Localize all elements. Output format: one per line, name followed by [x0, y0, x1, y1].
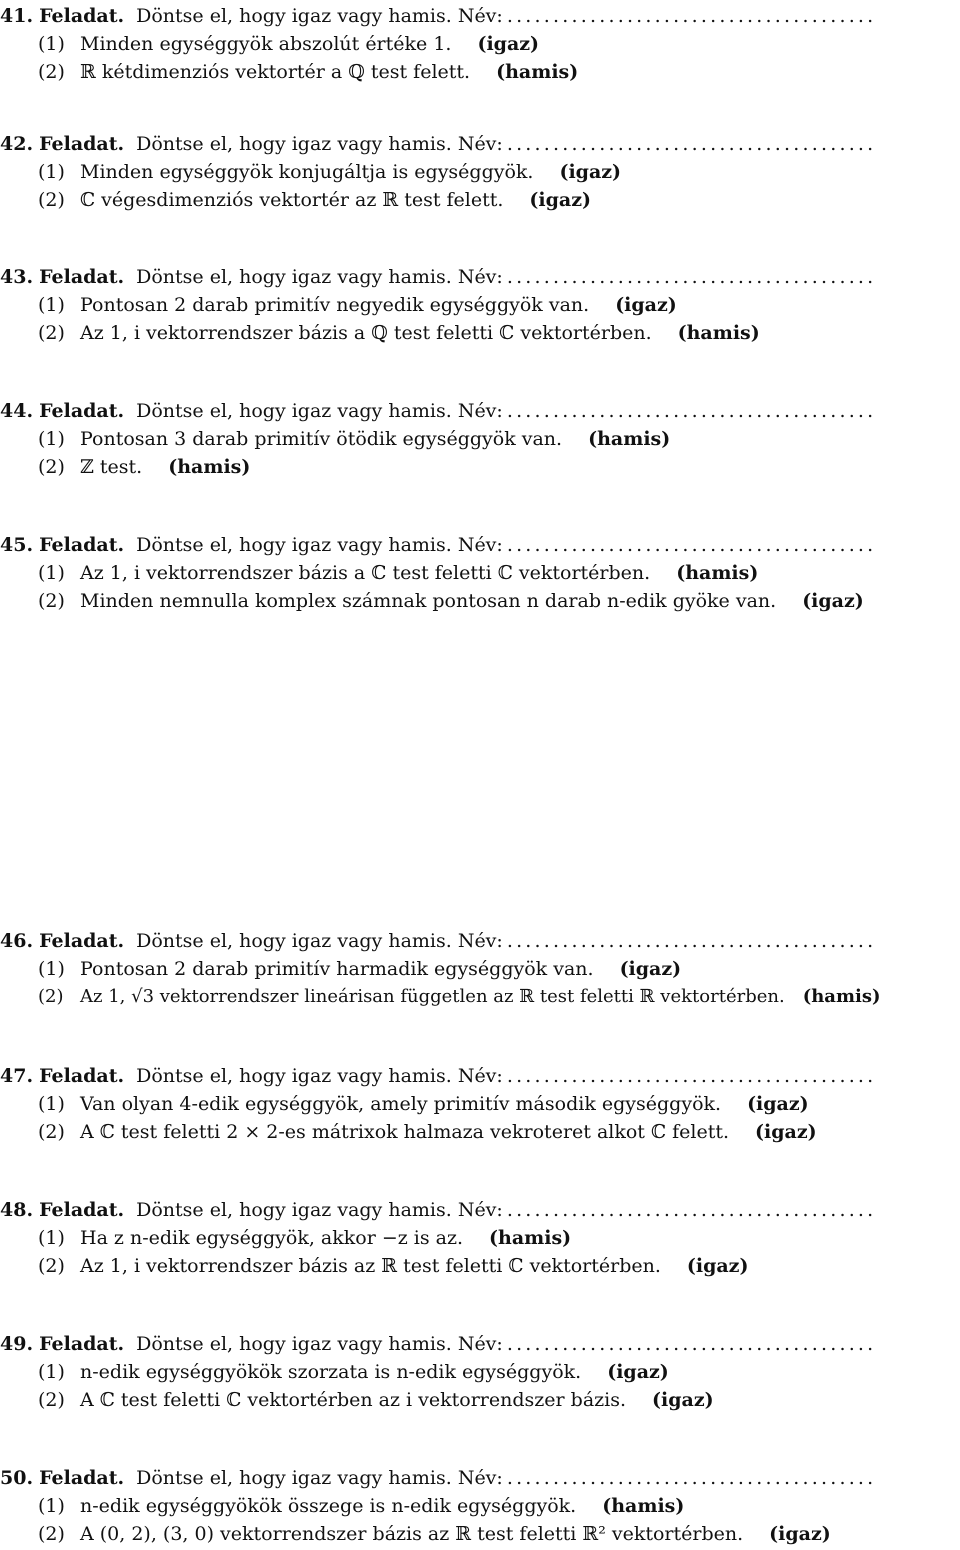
task-50 — [0, 1464, 958, 1548]
task-instruction: Döntse el, hogy igaz vagy hamis. Név: — [136, 930, 503, 952]
statement-index: (2) — [38, 1121, 65, 1143]
task-instruction: Döntse el, hogy igaz vagy hamis. Név: — [136, 133, 503, 155]
task-46 — [0, 927, 958, 1011]
task-instruction: Döntse el, hogy igaz vagy hamis. Név: — [136, 1199, 503, 1221]
statement-index: (1) — [38, 1361, 65, 1383]
task-heading — [0, 1464, 958, 1492]
statement-index: (1) — [38, 1495, 65, 1517]
name-blank[interactable]: ........................................ — [506, 1199, 877, 1221]
statement-text: Minden nemnulla komplex számnak pontosan n darab n-edik gyöke van. — [80, 590, 777, 612]
statement — [0, 186, 958, 214]
task-label: Feladat. — [39, 1199, 125, 1221]
task-heading — [0, 927, 958, 955]
statement-answer: (hamis) — [602, 1495, 685, 1517]
task-48 — [0, 1196, 958, 1280]
statement-text: Van olyan 4-edik egységgyök, amely primitív második egységgyök. — [80, 1093, 722, 1115]
task-instruction: Döntse el, hogy igaz vagy hamis. Név: — [136, 400, 503, 422]
task-instruction: Döntse el, hogy igaz vagy hamis. Név: — [136, 266, 503, 288]
task-label: Feladat. — [39, 400, 125, 422]
statement-answer: (hamis) — [677, 322, 760, 344]
statement-text: Az 1, i vektorrendszer bázis a ℂ test feletti ℂ vektortérben. — [80, 562, 651, 584]
statement — [0, 1252, 958, 1280]
task-heading — [0, 1062, 958, 1090]
statement-index: (1) — [38, 1227, 65, 1249]
task-44 — [0, 397, 958, 481]
task-number: 41. — [0, 5, 34, 27]
statement — [0, 1520, 958, 1548]
statement-index: (2) — [38, 1255, 65, 1277]
task-47 — [0, 1062, 958, 1146]
name-blank[interactable]: ........................................ — [506, 266, 877, 288]
statement-answer: (igaz) — [755, 1121, 817, 1143]
statement-text: ℤ test. — [80, 456, 143, 478]
statement-text: Minden egységgyök abszolút értéke 1. — [80, 33, 452, 55]
statement-text: Pontosan 2 darab primitív negyedik egységgyök van. — [80, 294, 590, 316]
statement-text: A ℂ test feletti ℂ vektortérben az i vektorrendszer bázis. — [80, 1389, 627, 1411]
statement-text: ℝ kétdimenziós vektortér a ℚ test felett. — [80, 61, 471, 83]
name-blank[interactable]: ........................................ — [506, 133, 877, 155]
statement — [0, 955, 958, 983]
name-blank[interactable]: ........................................ — [506, 1333, 877, 1355]
statement-text: Pontosan 2 darab primitív harmadik egységgyök van. — [80, 958, 594, 980]
statement — [0, 58, 958, 86]
statement-index: (1) — [38, 958, 65, 980]
task-heading — [0, 531, 958, 559]
task-number: 47. — [0, 1065, 34, 1087]
statement-text: Az 1, √3 vektorrendszer lineárisan független az ℝ test feletti ℝ vektortérben. — [80, 986, 785, 1007]
task-number: 48. — [0, 1199, 34, 1221]
task-label: Feladat. — [39, 133, 125, 155]
statement — [0, 559, 958, 587]
name-blank[interactable]: ........................................ — [506, 1467, 877, 1489]
statement — [0, 453, 958, 481]
statement-index: (1) — [38, 428, 65, 450]
statement-text: Pontosan 3 darab primitív ötödik egységgyök van. — [80, 428, 563, 450]
statement-text: Az 1, i vektorrendszer bázis a ℚ test feletti ℂ vektortérben. — [80, 322, 652, 344]
statement-answer: (hamis) — [676, 562, 759, 584]
task-number: 46. — [0, 930, 34, 952]
statement — [0, 1118, 958, 1146]
statement-text: Ha z n-edik egységgyök, akkor −z is az. — [80, 1227, 464, 1249]
name-blank[interactable]: ........................................ — [506, 5, 877, 27]
task-label: Feladat. — [39, 534, 125, 556]
name-blank[interactable]: ........................................ — [506, 534, 877, 556]
task-heading — [0, 263, 958, 291]
task-number: 45. — [0, 534, 34, 556]
statement-answer: (hamis) — [168, 456, 251, 478]
statement-index: (2) — [38, 1523, 65, 1545]
statement — [0, 30, 958, 58]
task-instruction: Döntse el, hogy igaz vagy hamis. Név: — [136, 1065, 503, 1087]
task-heading — [0, 1330, 958, 1358]
statement-text: Az 1, i vektorrendszer bázis az ℝ test feletti ℂ vektortérben. — [80, 1255, 661, 1277]
task-label: Feladat. — [39, 266, 125, 288]
statement — [0, 1224, 958, 1252]
task-heading — [0, 130, 958, 158]
task-label: Feladat. — [39, 1065, 125, 1087]
statement-answer: (hamis) — [496, 61, 579, 83]
statement-answer: (igaz) — [615, 294, 677, 316]
task-49 — [0, 1330, 958, 1414]
statement-text: ℂ végesdimenziós vektortér az ℝ test felett. — [80, 189, 504, 211]
statement-answer: (igaz) — [769, 1523, 831, 1545]
statement-answer: (igaz) — [619, 958, 682, 980]
statement-index: (1) — [38, 1093, 65, 1115]
statement-answer: (hamis) — [588, 428, 671, 450]
task-number: 50. — [0, 1467, 34, 1489]
statement-answer: (igaz) — [529, 189, 592, 211]
task-label: Feladat. — [39, 1333, 125, 1355]
task-label: Feladat. — [39, 1467, 125, 1489]
statement-answer: (hamis) — [802, 986, 881, 1007]
statement-index: (2) — [38, 986, 64, 1007]
task-instruction: Döntse el, hogy igaz vagy hamis. Név: — [136, 1467, 503, 1489]
statement — [0, 1386, 958, 1414]
task-instruction: Döntse el, hogy igaz vagy hamis. Név: — [136, 5, 503, 27]
statement-answer: (igaz) — [747, 1093, 809, 1115]
statement-answer: (igaz) — [559, 161, 622, 183]
task-label: Feladat. — [39, 930, 125, 952]
statement-text: n-edik egységgyökök összege is n-edik egységgyök. — [80, 1495, 577, 1517]
statement — [0, 291, 958, 319]
statement-index: (1) — [38, 161, 65, 183]
statement — [0, 1090, 958, 1118]
task-42 — [0, 130, 958, 214]
statement-text: Minden egységgyök konjugáltja is egységgyök. — [80, 161, 534, 183]
statement-text: A (0, 2), (3, 0) vektorrendszer bázis az ℝ test feletti ℝ² vektortérben. — [80, 1523, 744, 1545]
statement-answer: (igaz) — [652, 1389, 714, 1411]
task-41 — [0, 2, 958, 86]
statement-index: (1) — [38, 562, 65, 584]
statement-index: (2) — [38, 456, 65, 478]
task-heading — [0, 1196, 958, 1224]
task-heading — [0, 2, 958, 30]
statement-index: (2) — [38, 322, 65, 344]
name-blank[interactable]: ........................................ — [506, 1065, 877, 1087]
statement — [0, 319, 958, 347]
statement-index: (2) — [38, 189, 65, 211]
task-instruction: Döntse el, hogy igaz vagy hamis. Név: — [136, 534, 503, 556]
task-43 — [0, 263, 958, 347]
name-blank[interactable]: ........................................ — [506, 400, 877, 422]
task-number: 43. — [0, 266, 34, 288]
task-45 — [0, 531, 958, 615]
statement — [0, 158, 958, 186]
statement-index: (2) — [38, 1389, 65, 1411]
statement-answer: (igaz) — [802, 590, 864, 612]
statement — [0, 587, 958, 615]
statement — [0, 1492, 958, 1520]
statement — [0, 425, 958, 453]
statement-index: (1) — [38, 294, 65, 316]
task-heading — [0, 397, 958, 425]
statement — [0, 983, 958, 1011]
statement-index: (2) — [38, 61, 65, 83]
statement-answer: (igaz) — [477, 33, 540, 55]
statement-answer: (igaz) — [686, 1255, 749, 1277]
task-number: 49. — [0, 1333, 34, 1355]
statement-index: (1) — [38, 33, 65, 55]
task-instruction: Döntse el, hogy igaz vagy hamis. Név: — [136, 1333, 503, 1355]
statement — [0, 1358, 958, 1386]
statement-text: n-edik egységgyökök szorzata is n-edik egységgyök. — [80, 1361, 582, 1383]
statement-index: (2) — [38, 590, 65, 612]
task-number: 44. — [0, 400, 34, 422]
task-number: 42. — [0, 133, 34, 155]
statement-answer: (hamis) — [489, 1227, 572, 1249]
statement-answer: (igaz) — [607, 1361, 669, 1383]
task-label: Feladat. — [39, 5, 125, 27]
name-blank[interactable]: ........................................ — [506, 930, 877, 952]
statement-text: A ℂ test feletti 2 × 2-es mátrixok halmaza vekroteret alkot ℂ felett. — [80, 1121, 730, 1143]
